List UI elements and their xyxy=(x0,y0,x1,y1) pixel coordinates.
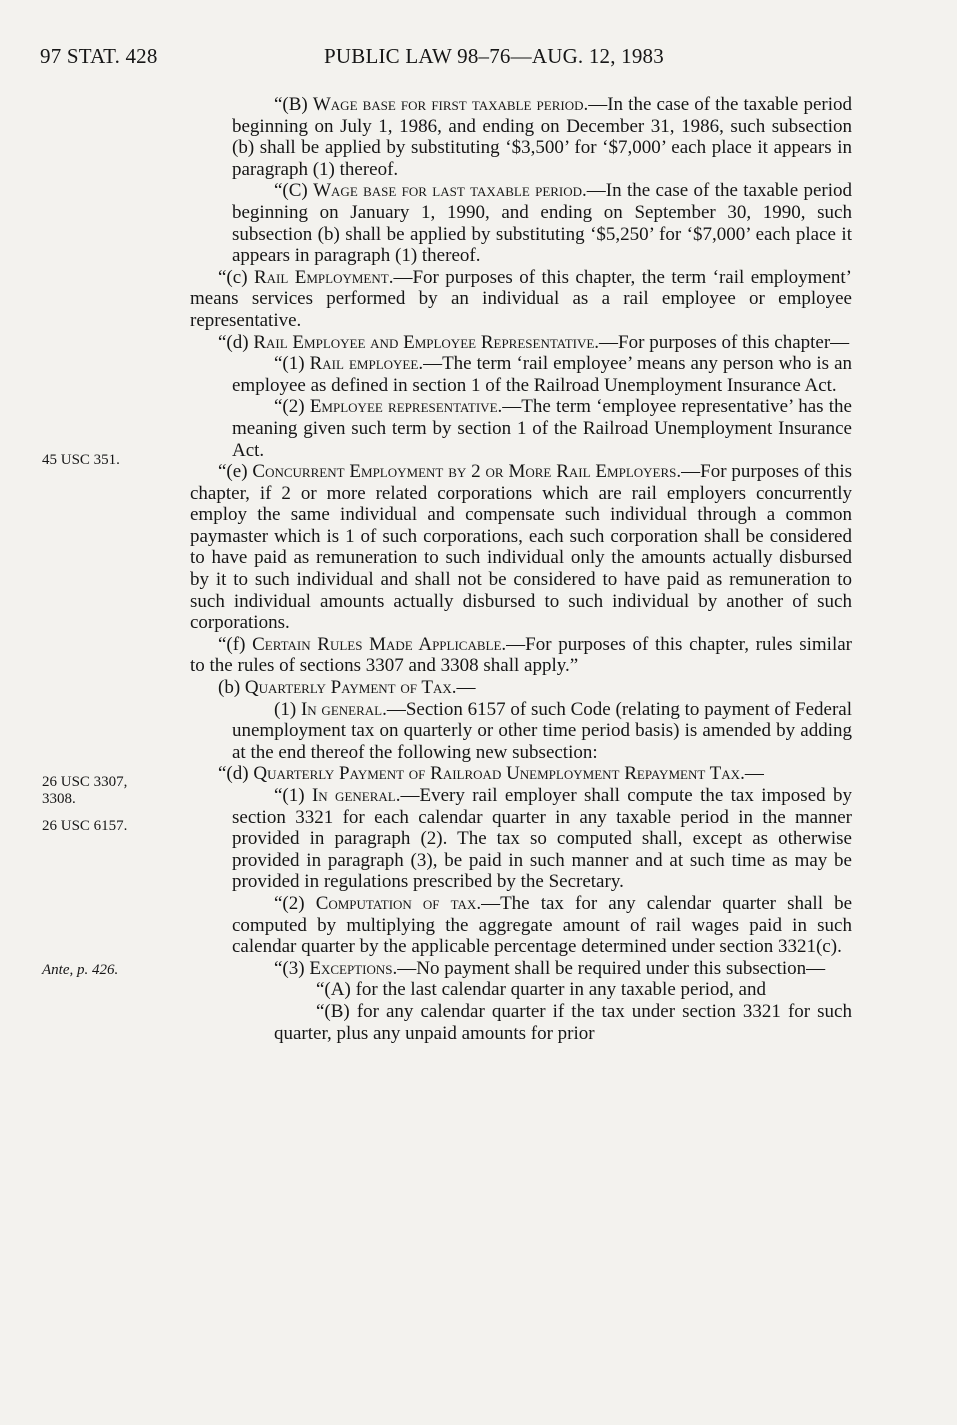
para-exception-b: “(B) for any calendar quarter if the tax under section 3321 for such quarter, plus any unpaid amounts for prior xyxy=(274,1000,852,1044)
para-in-general-compute: “(1) In general.—Every rail employer shall compute the tax imposed by section 3321 for each calendar quarter in any taxable period in the manner provided in paragraph (2). The tax so computed shall, except as otherwise provided in paragraph (3), be paid in such manner and at such time as may be provided in regulations prescribed by the Secretary. xyxy=(232,785,852,893)
para-concurrent-employment: “(e) Concurrent Employment by 2 or More Rail Employers.—For purposes of this chapter, if 2 or more related corporations which are rail employers concurrently employ the same individual and compensate such individual through a common paymaster which is 1 of such corporations, each such corporation shall be considered to have paid as remuneration to such individual only the amounts actually disbursed by it to such individual and shall not be considered to have paid as remuneration to such individual amounts actually disbursed to such individual by another of such corporations. xyxy=(190,461,852,634)
para-wage-base-last: “(C) Wage base for last taxable period.—In the case of the taxable period beginning on January 1, 1990, and ending on September 30, 1990, such subsection (b) shall be applied by substituting ‘$5,250’ for ‘$7,000’ each place it appears in paragraph (1) thereof. xyxy=(232,180,853,267)
para-employee-representative: “(2) Employee representative.—The term ‘employee representative’ has the meaning given such term by section 1 of the Railroad Unemployment Insurance Act. xyxy=(232,396,852,461)
para-quarterly-payment: (b) Quarterly Payment of Tax.— xyxy=(218,677,476,699)
para-quarterly-railroad-tax: “(d) Quarterly Payment of Railroad Unemployment Repayment Tax.— xyxy=(218,763,764,785)
para-exception-a: “(A) for the last calendar quarter in any taxable period, and xyxy=(316,979,766,1001)
para-rail-employee: “(1) Rail employee.—The term ‘rail employee’ means any person who is an employee as defined in section 1 of the Railroad Unemployment Insurance Act. xyxy=(232,353,852,396)
margin-note-26-usc-6157: 26 USC 6157. xyxy=(42,818,128,834)
para-certain-rules: “(f) Certain Rules Made Applicable.—For purposes of this chapter, rules similar to the rules of sections 3307 and 3308 shall apply.” xyxy=(190,633,853,677)
para-in-general-6157: (1) In general.—Section 6157 of such Code (relating to payment of Federal unemployment tax on quarterly or other time period basis) is amended by adding at the end thereof the following new subsection: xyxy=(232,698,852,763)
para-wage-base-first: “(B) Wage base for first taxable period.—In the case of the taxable period beginning on July 1, 1986, and ending on December 31, 1986, such subsection (b) shall be applied by substituting ‘$3,500’ for ‘$7,000’ each place it appears in paragraph (1) thereof. xyxy=(232,94,852,180)
law-text-body xyxy=(190,94,852,1044)
margin-note-ante-426: Ante, p. 426. xyxy=(42,962,119,978)
margin-note-26-usc-3307: 26 USC 3307, 3308. xyxy=(42,774,128,807)
para-rail-employment: “(c) Rail Employment.—For purposes of this chapter, the term ‘rail employment’ means services performed by an individual as a rail employee or employee representative. xyxy=(190,266,852,331)
public-law-header: PUBLIC LAW 98–76—AUG. 12, 1983 xyxy=(324,44,664,68)
para-exceptions: “(3) Exceptions.—No payment shall be required under this subsection— xyxy=(274,957,826,979)
statute-page-number: 97 STAT. 428 xyxy=(40,44,158,68)
para-rail-employee-rep: “(d) Rail Employee and Employee Representative.—For purposes of this chapter— xyxy=(218,331,850,353)
para-computation-of-tax: “(2) Computation of tax.—The tax for any calendar quarter shall be computed by multiplying the aggregate amount of rail wages paid in such calendar quarter by the applicable percentage determined under section 3321(c). xyxy=(232,892,853,958)
margin-note-45-usc-351: 45 USC 351. xyxy=(42,452,120,468)
